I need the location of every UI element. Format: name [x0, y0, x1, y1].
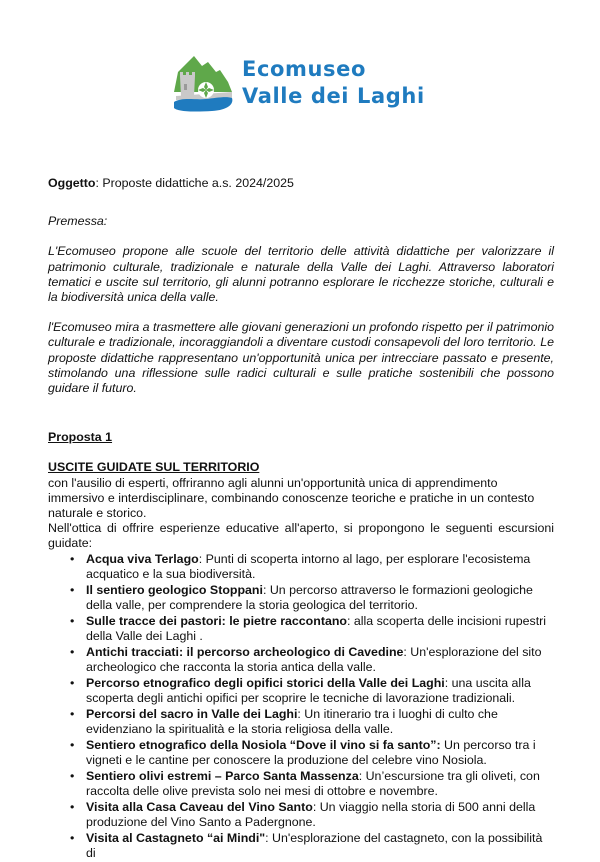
- tower-window: [184, 84, 187, 90]
- excursion-name: Percorso etnografico degli opifici storici della Valle dei Laghi: [86, 675, 445, 690]
- proposal-title: USCITE GUIDATE SUL TERRITORIO: [48, 460, 260, 475]
- bullet-icon: •: [70, 644, 75, 659]
- intro-paragraph-2: l'Ecomuseo mira a trasmettere alle giovani generazioni un profondo rispetto per il patrimonio culturale e tradizionale, incoraggiandoli a diventare custodi consapevoli del loro territorio. Le proposte didattiche rappresentano un'opportunità unica per intrecciare passato e presente, stimolando una riflessione sulle radici culturali e sulle pratiche sostenibili che possono guidare il futuro.: [48, 320, 554, 396]
- excursion-name: Visita alla Casa Caveau del Vino Santo: [86, 799, 313, 814]
- proposal-lead: Nell'ottica di offrire esperienze educative all'aperto, si propongono le seguenti escursioni guidate:: [48, 521, 554, 551]
- bullet-icon: •: [70, 737, 75, 752]
- subject-label: Oggetto: [48, 176, 96, 190]
- proposal-intro: con l'ausilio di esperti, offriranno agli alunni un'opportunità unica di apprendimento immersivo e interdisciplinare, combinando conoscenze teoriche e pratiche in un contesto naturale e storico.: [48, 475, 535, 521]
- excursion-desc: : alla scoperta delle incisioni rupestri della Valle dei Laghi .: [86, 613, 547, 643]
- excursion-item: [70, 644, 554, 675]
- excursion-item: [70, 768, 554, 799]
- bullet-icon: •: [70, 768, 75, 783]
- excursion-list: [48, 552, 554, 861]
- excursion-item: [70, 675, 554, 706]
- lake-shape: [174, 97, 232, 111]
- logo-line-1: Ecomuseo: [242, 57, 367, 81]
- excursion-desc: : Un’escursione tra gli oliveti, con raccolta delle olive prevista solo nei mesi di ottobre e novembre.: [86, 768, 540, 798]
- excursion-name: Acqua viva Terlago: [86, 551, 199, 566]
- excursion-desc: : Punti di scoperta intorno al lago, per esplorare l'ecosistema acquatico e la sua biodiversità.: [86, 551, 531, 581]
- excursion-item: [70, 582, 554, 613]
- excursion-name: Antichi tracciati: il percorso archeologico di Cavedine: [86, 644, 404, 659]
- logo-emblem-icon: [172, 52, 236, 114]
- excursion-desc: : Un itinerario tra i luoghi di culto che evidenziano la spiritualità e la storia religiosa della valle.: [86, 706, 498, 736]
- logo-wordmark: [242, 56, 425, 110]
- excursion-item: [70, 799, 554, 830]
- excursion-item: [70, 830, 554, 861]
- bullet-icon: •: [70, 830, 75, 845]
- excursion-desc: Un percorso tra i vigneti e le cantine per conoscere la produzione del celebre vino Nosiola.: [86, 737, 536, 767]
- bullet-icon: •: [70, 613, 75, 628]
- subject-line: [48, 176, 554, 191]
- excursion-desc: : una uscita alla scoperta degli antichi opifici per scoprire le tecniche di lavorazione tradizionali.: [86, 675, 531, 705]
- excursion-name: Visita al Castagneto “ai Mindi": [86, 830, 266, 845]
- intro-paragraph-1: L'Ecomuseo propone alle scuole del territorio delle attività didattiche per valorizzare il patrimonio culturale, tradizionale e naturale della Valle dei Laghi. Attraverso laboratori tematici e uscite sul territorio, gli alunni potranno esplorare le ricchezze storiche, culturali e la biodiversità unica della valle.: [48, 244, 554, 305]
- subject-value: : Proposte didattiche a.s. 2024/2025: [95, 176, 294, 190]
- bullet-icon: •: [70, 675, 75, 690]
- premessa-label: Premessa:: [48, 214, 108, 229]
- excursion-name: Percorsi del sacro in Valle dei Laghi: [86, 706, 298, 721]
- excursion-name: Sentiero olivi estremi – Parco Santa Massenza: [86, 768, 359, 783]
- bullet-icon: •: [70, 551, 75, 566]
- document-body: [48, 176, 554, 862]
- excursion-item: [70, 706, 554, 737]
- excursion-desc: : Un'esplorazione del castagneto, con la possibilità di: [86, 830, 543, 860]
- excursion-name: Il sentiero geologico Stoppani: [86, 582, 263, 597]
- excursion-desc: : Un viaggio nella storia di 500 anni della produzione del Vino Santo a Padergnone.: [86, 799, 536, 829]
- excursion-item: [70, 737, 554, 768]
- excursion-desc: : Un percorso attraverso le formazioni geologiche della valle, per comprendere la storia geologica del territorio.: [86, 582, 533, 612]
- excursion-item: [70, 613, 554, 644]
- proposal-heading: Proposta 1: [48, 430, 113, 445]
- excursion-name: Sulle tracce dei pastori: le pietre raccontano: [86, 613, 347, 628]
- tower-shape: [180, 72, 195, 96]
- excursion-name: Sentiero etnografico della Nosiola “Dove il vino si fa santo”:: [86, 737, 441, 752]
- bullet-icon: •: [70, 799, 75, 814]
- excursion-desc: : Un'esplorazione del sito archeologico che racconta la storia antica della valle.: [86, 644, 542, 674]
- ecomuseo-logo: [172, 52, 432, 114]
- bullet-icon: •: [70, 706, 75, 721]
- logo-line-2: Valle dei Laghi: [242, 84, 425, 108]
- bullet-icon: •: [70, 582, 75, 597]
- excursion-item: [70, 551, 554, 582]
